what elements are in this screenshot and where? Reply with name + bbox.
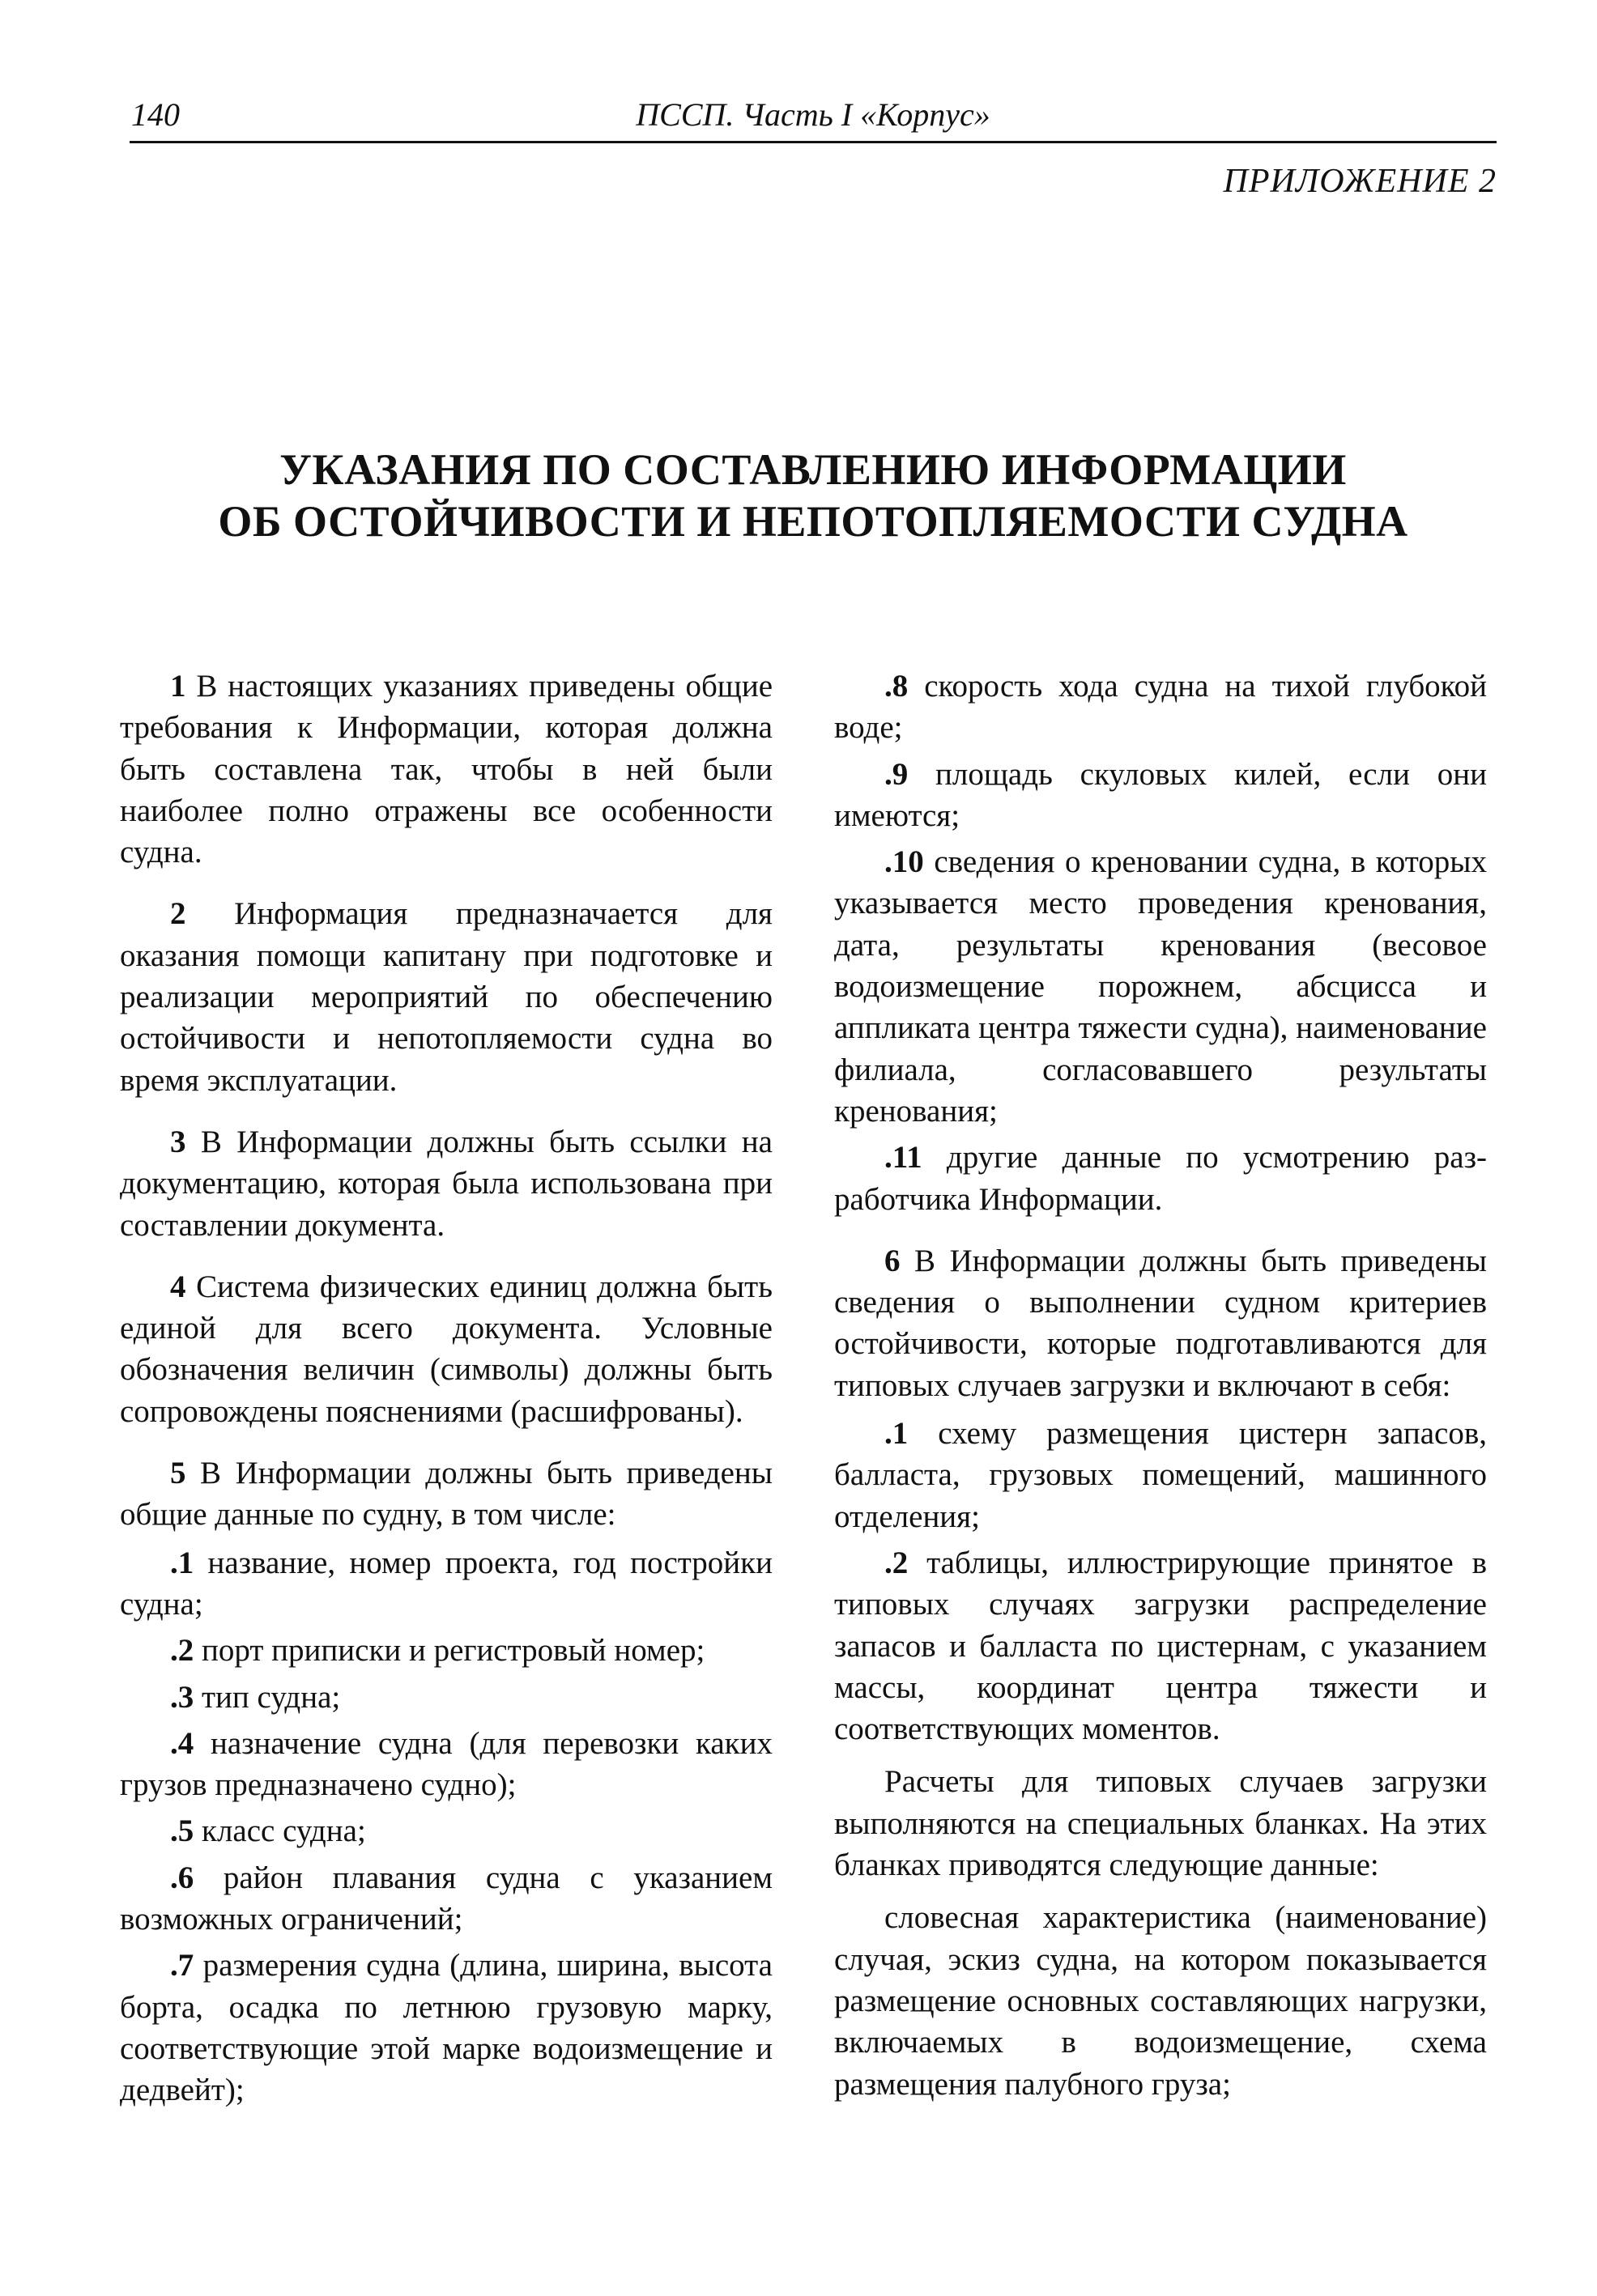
- right-column: [834, 665, 1487, 2125]
- list-item: [834, 841, 1487, 1132]
- paragraph-number: 6: [884, 1243, 901, 1278]
- list-item: [120, 1810, 773, 1852]
- left-column: [120, 665, 773, 2132]
- paragraph-1: [120, 665, 773, 873]
- list-item: [120, 1542, 773, 1626]
- item-number: .1: [884, 1416, 909, 1452]
- item-text: класс судна;: [194, 1813, 366, 1849]
- paragraph-7: Расчеты для типовых случаев загрузки выполняются на специальных бланках. На этих бланках приводятся следующие данные:: [834, 1764, 1487, 1883]
- item-text: название, номер проекта, год постройки судна;: [120, 1545, 773, 1622]
- item-number: .2: [884, 1545, 909, 1580]
- item-text: назначение судна (для перевозки каких грузов предназначено судно);: [120, 1725, 773, 1803]
- document-title: [130, 444, 1497, 547]
- item-number: .11: [884, 1140, 922, 1176]
- paragraph-text: В настоящих указаниях приведены общие требования к Информации, которая должна быть составлена так, чтобы в ней были наиболее полно отражены все особенности судна.: [120, 669, 773, 870]
- item-text: тип судна;: [194, 1679, 341, 1715]
- paragraph-text: Система физических единиц должна быть единой для всего документа. Условные обозначения величин (символы) должны быть сопровождены пояснениями (расшифрованы).: [120, 1269, 773, 1429]
- list-item: [120, 1677, 773, 1718]
- running-header: [130, 89, 1497, 143]
- page-number: 140: [131, 96, 180, 133]
- item-text: скорость хода судна на тихой глубокой воде;: [834, 669, 1487, 746]
- paragraph-8: словесная характеристика (наименование) случая, эскиз судна, на котором показывается размещение основных составляющих нагрузки, включаемых в водоизмещение, схема размещения палубного груза;: [834, 1900, 1487, 2102]
- list-item: [834, 1542, 1487, 1750]
- item-number: .3: [170, 1679, 194, 1715]
- list-item: [834, 665, 1487, 749]
- paragraph-5: [120, 1452, 773, 1536]
- item-number: .5: [170, 1813, 194, 1849]
- paragraph-text: Информация предназначается для оказания помощи капитану при подготовке и реализации мероприятий по обеспечению остойчивости и непотопляемости судна во время эксплуатации.: [120, 896, 773, 1098]
- item-text: таблицы, иллюстрирующие принятое в типовых случаях загрузки распределение запасов и балласта по цистернам, с указанием массы, координат центра тяжести и соответствующих моментов.: [834, 1545, 1487, 1747]
- item-number: .2: [170, 1633, 194, 1669]
- list-item: [120, 1857, 773, 1941]
- item-number: .7: [170, 1948, 194, 1983]
- item-text: другие данные по усмотрению разработчика Информации.: [834, 1140, 1487, 1217]
- paragraph-4: [120, 1266, 773, 1432]
- list-item: [834, 1137, 1487, 1220]
- list-item: [120, 1945, 773, 2111]
- item-text: порт приписки и регистровый номер;: [194, 1633, 705, 1669]
- list-item: [834, 754, 1487, 837]
- item-number: .10: [884, 844, 924, 880]
- paragraph-3: [120, 1121, 773, 1246]
- paragraph-number: 5: [170, 1456, 186, 1491]
- list-item: [120, 1723, 773, 1806]
- item-text: площадь скуловых килей, если они имеются;: [834, 756, 1487, 833]
- item-number: .9: [884, 756, 909, 792]
- item-number: .4: [170, 1725, 194, 1761]
- appendix-label: ПРИЛОЖЕНИЕ 2: [1223, 163, 1497, 200]
- item-text: сведения о креновании судна, в которых указывается место проведения кренования, дата, результаты кренования (весовое водоизмещение порожнем, абсцисса и аппликата центра тяжести судна), наименование филиала, согласовавшего результаты кренования;: [834, 844, 1487, 1129]
- running-title: ПССП. Часть I «Корпус»: [636, 96, 990, 133]
- paragraph-number: 4: [170, 1269, 186, 1304]
- item-text: размерения судна (длина, ширина, высота борта, осадка по летнюю грузовую марку, соответствующие этой марке водоизмещение и дедвейт);: [120, 1948, 773, 2108]
- list-item: [120, 1630, 773, 1671]
- paragraph-2: [120, 893, 773, 1100]
- item-number: .6: [170, 1860, 194, 1895]
- item-text: район плавания судна с указанием возможных ограничений;: [120, 1860, 773, 1937]
- paragraph-number: 3: [170, 1124, 186, 1159]
- item-text: схему размещения цистерн запасов, балласта, грузовых помещений, машинного отделения;: [834, 1416, 1487, 1534]
- item-number: .8: [884, 669, 909, 704]
- document-title-line-2: ОБ ОСТОЙЧИВОСТИ И НЕПОТОПЛЯЕМОСТИ СУДНА: [218, 497, 1408, 546]
- item-number: .1: [170, 1545, 194, 1580]
- paragraph-6: [834, 1240, 1487, 1406]
- paragraph-number: 1: [170, 669, 186, 704]
- paragraph-text: В Информации должны быть ссылки на документацию, которая была использована при составлении документа.: [120, 1124, 773, 1243]
- paragraph-number: 2: [170, 896, 186, 932]
- list-item: [834, 1413, 1487, 1537]
- document-title-line-1: УКАЗАНИЯ ПО СОСТАВЛЕНИЮ ИНФОРМАЦИИ: [279, 445, 1347, 494]
- paragraph-text: В Информации должны быть приведены общие данные по судну, в том числе:: [120, 1456, 773, 1533]
- paragraph-text: В Информации должны быть приведены сведения о выполнении судном критериев остойчивости, которые подготавливаются для типовых случаев загрузки и включают в себя:: [834, 1243, 1487, 1403]
